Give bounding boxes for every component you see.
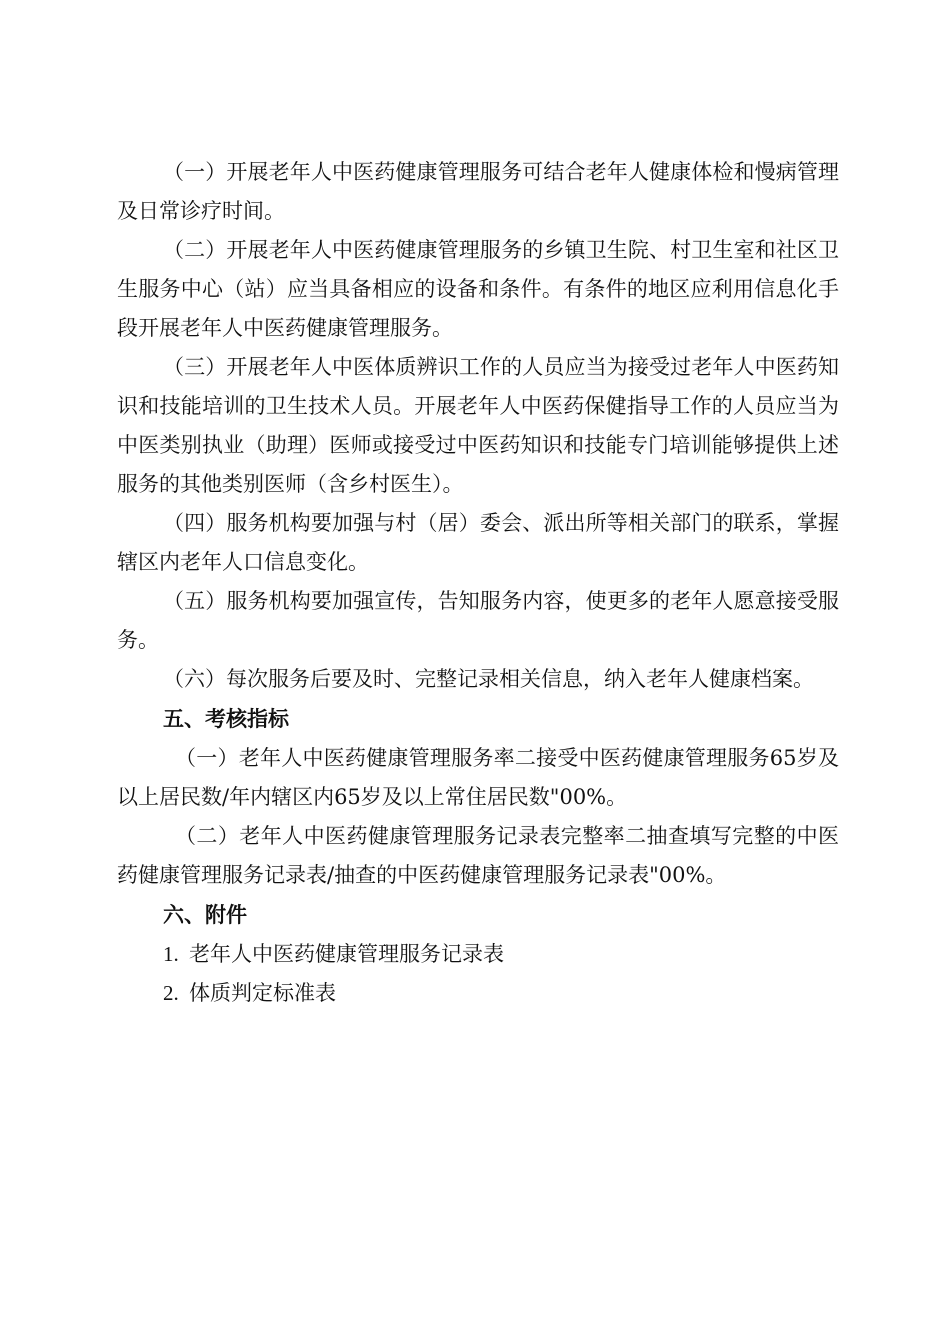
attachment-number: 1. <box>163 942 179 966</box>
attachment-label: 体质判定标准表 <box>189 981 336 1005</box>
paragraph-2: （二）开展老年人中医药健康管理服务的乡镇卫生院、村卫生室和社区卫生服务中心（站）应当具备相应的设备和条件。有条件的地区应利用信息化手段开展老年人中医药健康管理服务。 <box>117 238 839 340</box>
paragraph-4: （四）服务机构要加强与村（居）委会、派出所等相关部门的联系，掌握辖区内老年人口信息变化。 <box>117 511 839 574</box>
list-item <box>117 974 839 1013</box>
paragraph-3: （三）开展老年人中医体质辨识工作的人员应当为接受过老年人中医药知识和技能培训的卫生技术人员。开展老年人中医药保健指导工作的人员应当为中医类别执业（助理）医师或接受过中医药知识和技能专门培训能够提供上述服务的其他类别医师（含乡村医生）。 <box>117 355 839 496</box>
attachment-label: 老年人中医药健康管理服务记录表 <box>189 942 504 966</box>
assessment-item-1: （一）老年人中医药健康管理服务率二接受中医药健康管理服务65岁及以上居民数/年内辖区内65岁及以上常住居民数"00%。 <box>117 746 839 809</box>
paragraph-6: （六）每次服务后要及时、完整记录相关信息，纳入老年人健康档案。 <box>163 667 814 691</box>
paragraph-1: （一）开展老年人中医药健康管理服务可结合老年人健康体检和慢病管理及日常诊疗时间。 <box>117 160 839 223</box>
list-item <box>117 935 839 974</box>
attachment-list <box>117 935 839 1013</box>
section-heading-attachments: 六、附件 <box>163 903 247 927</box>
document-body <box>117 153 839 1013</box>
paragraph-5: （五）服务机构要加强宣传，告知服务内容，使更多的老年人愿意接受服务。 <box>117 589 839 652</box>
attachment-number: 2. <box>163 981 179 1005</box>
assessment-item-2: （二）老年人中医药健康管理服务记录表完整率二抽查填写完整的中医药健康管理服务记录表/抽查的中医药健康管理服务记录表"00%。 <box>117 824 839 887</box>
section-heading-assessment: 五、考核指标 <box>163 707 289 731</box>
